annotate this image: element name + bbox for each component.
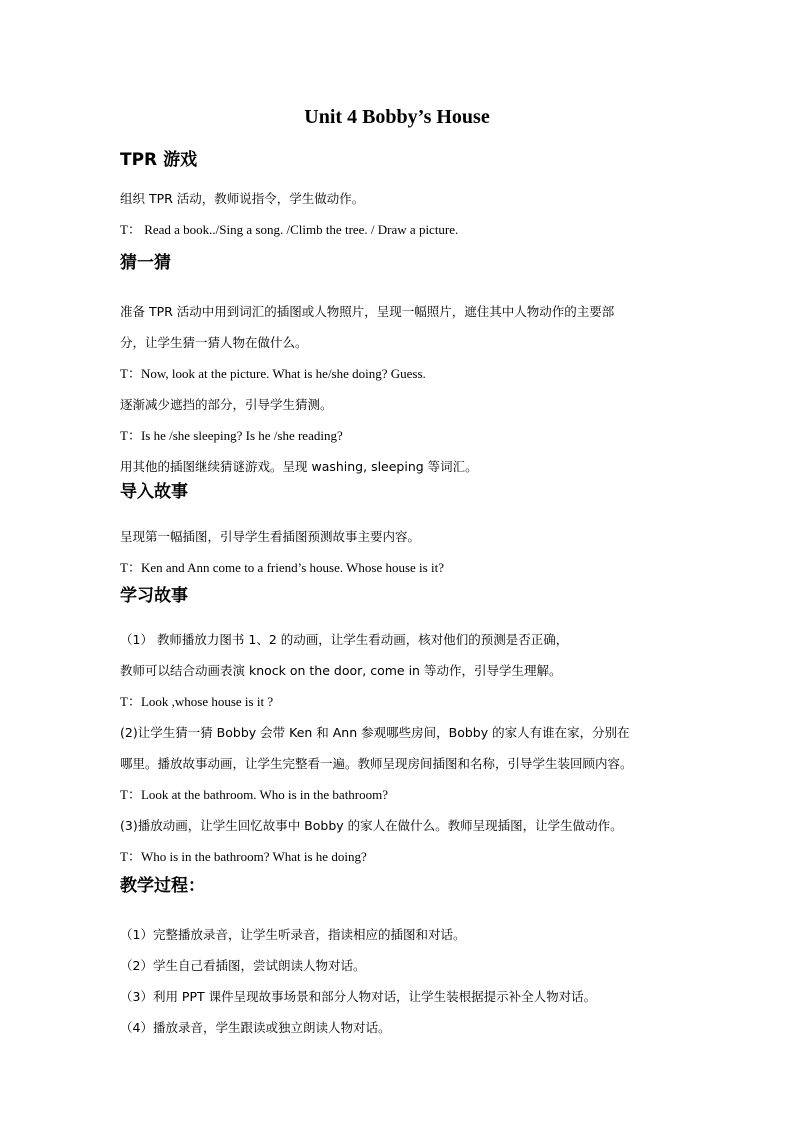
- section-heading: 教学过程：: [120, 876, 205, 896]
- paragraph-line: 用其他的插图继续猜谜游戏。呈现 washing, sleeping 等词汇。: [120, 459, 478, 474]
- paragraph-line: （2）学生自己看插图，尝试朗读人物对话。: [120, 958, 366, 973]
- section-heading: TPR 游戏: [120, 150, 198, 170]
- paragraph-line: （3）利用 PPT 课件呈现故事场景和部分人物对话，让学生装根据提示补全人物对话。: [120, 989, 597, 1004]
- paragraph-line: 准备 TPR 活动中用到词汇的插图或人物照片，呈现一幅照片，遮住其中人物动作的主要部: [120, 304, 615, 319]
- paragraph-line: （1） 教师播放力图书 1、2 的动画，让学生看动画，核对他们的预测是否正确，: [120, 632, 569, 647]
- paragraph-line: 呈现第一幅插图，引导学生看插图预测故事主要内容。: [120, 529, 421, 544]
- section-tpr-game: [120, 148, 700, 245]
- paragraph-line: 教师可以结合动画表演 knock on the door, come in 等动作，引导学生理解。: [120, 663, 562, 678]
- section-heading: 学习故事: [120, 586, 188, 606]
- paragraph-line: (2)让学生猜一猜 Bobby 会带 Ken 和 Ann 参观哪些房间，Bobby 的家人有谁在家，分别在: [120, 725, 630, 740]
- section-guess: [120, 251, 700, 482]
- paragraph-line: T：Look ,whose house is it ?: [120, 694, 274, 709]
- paragraph-line: （4）播放录音，学生跟读或独立朗读人物对话。: [120, 1020, 391, 1035]
- paragraph-line: 组织 TPR 活动，教师说指令，学生做动作。: [120, 191, 365, 206]
- paragraph-line: 逐渐减少遮挡的部分，引导学生猜测。: [120, 397, 333, 412]
- paragraph-line: T：Is he /she sleeping? Is he /she reading?: [120, 428, 343, 443]
- section-learn-story: [120, 584, 700, 872]
- paragraph-line: 分，让学生猜一猜人物在做什么。: [120, 335, 308, 350]
- paragraph-line: T：Who is in the bathroom? What is he doing?: [120, 849, 367, 864]
- section-heading: 猜一猜: [120, 253, 171, 273]
- section-heading: 导入故事: [120, 482, 188, 502]
- paragraph-line: (3)播放动画，让学生回忆故事中 Bobby 的家人在做什么。教师呈现插图，让学生做动作。: [120, 818, 623, 833]
- paragraph-line: T： Read a book../Sing a song. /Climb the tree. / Draw a picture.: [120, 222, 459, 237]
- paragraph-line: T：Ken and Ann come to a friend’s house. Whose house is it?: [120, 560, 444, 575]
- paragraph-line: 哪里。播放故事动画，让学生完整看一遍。教师呈现房间插图和名称，引导学生装回顾内容。: [120, 756, 633, 771]
- section-lead-in-story: [120, 480, 700, 583]
- paragraph-line: T：Look at the bathroom. Who is in the bathroom?: [120, 787, 389, 802]
- paragraph-line: T：Now, look at the picture. What is he/she doing? Guess.: [120, 366, 426, 381]
- paragraph-line: （1）完整播放录音，让学生听录音，指读相应的插图和对话。: [120, 927, 466, 942]
- section-teaching-process: [120, 874, 700, 1043]
- document-title: Unit 4 Bobby’s House: [304, 106, 490, 128]
